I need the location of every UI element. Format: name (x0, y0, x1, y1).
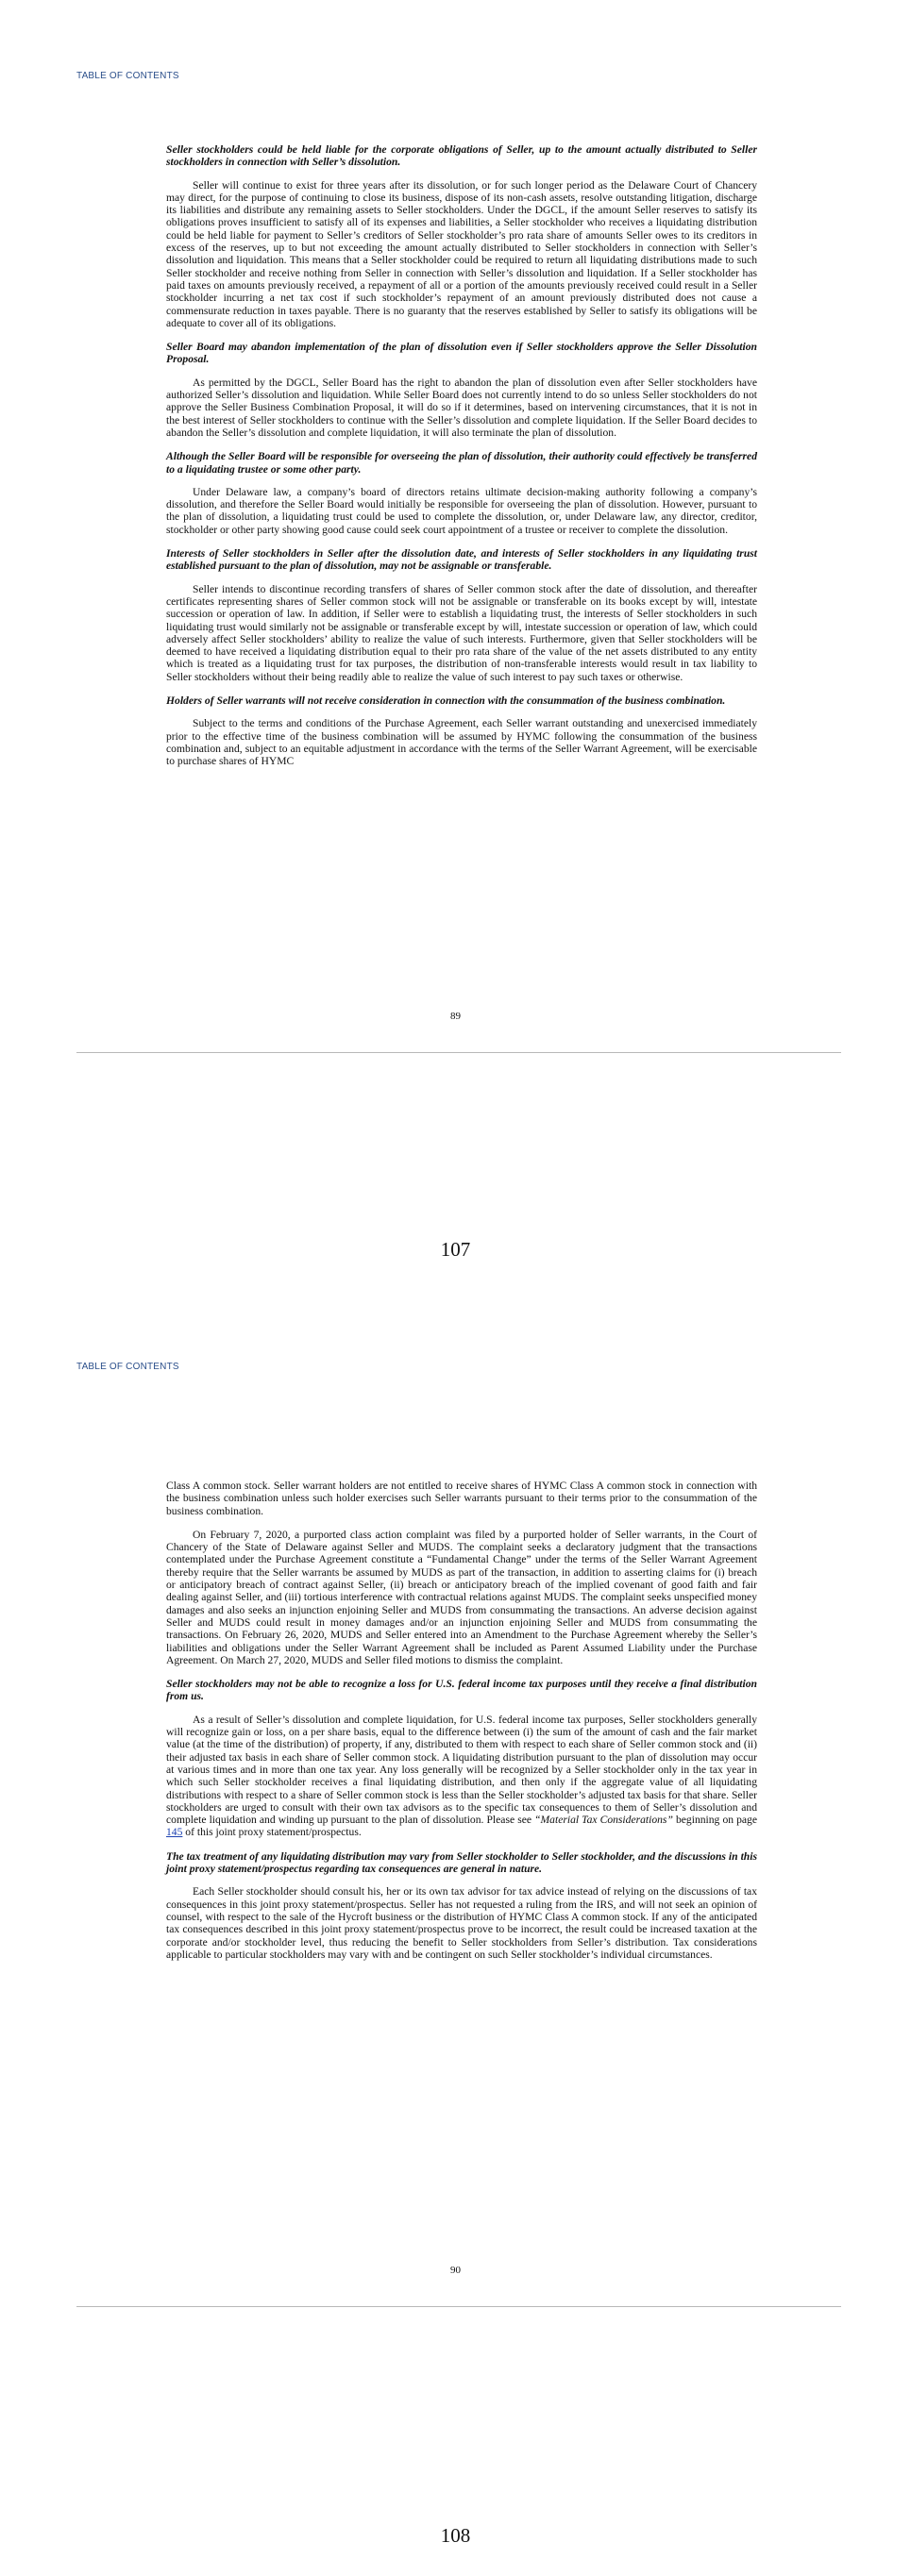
paragraph: Under Delaware law, a company’s board of directors retains ultimate decision-making authority following a company’s dissolution, and therefore the Seller Board would initially be responsible for overseeing the plan of dissolution. However, pursuant to the plan of dissolution, a liquidating trust could be used to complete the dissolution, or, under Delaware law, any director, creditor, stockholder or other party showing good cause could seek court appointment of a trustee or receiver to complete the dissolution. (166, 485, 757, 536)
risk-heading: The tax treatment of any liquidating distribution may vary from Seller stockholder to Seller stockholder, and the discussions in this joint proxy statement/prospectus regarding tax consequences are general in nature. (166, 1849, 757, 1876)
file-page-number: 107 (440, 1238, 471, 1261)
paragraph: Class A common stock. Seller warrant holders are not entitled to receive shares of HYMC Class A common stock in connection with the business combination unless such holder exercises such Seller warrants pursuant to their terms prior to the consummation of the business combination. (166, 1480, 757, 1517)
paragraph: Subject to the terms and conditions of the Purchase Agreement, each Seller warrant outstanding and unexercised immediately prior to the effective time of the business combination will be assumed by HYMC following the consummation of the business combination and, subject to an equitable adjustment in accordance with the terms of the Seller Warrant Agreement, will be exercisable to purchase shares of HYMC (166, 717, 757, 768)
table-of-contents-link[interactable]: TABLE OF CONTENTS (76, 71, 179, 81)
paragraph: Each Seller stockholder should consult his, her or its own tax advisor for tax advice instead of relying on the discussions of tax consequences in this joint proxy statement/prospectus. Seller has not requested a ruling from the IRS, and will not seek an opinion of counsel, with respect to the sale of the Hycroft business or the distribution of HYMC Class A common stock. If any of the anticipated tax consequences described in this joint proxy statement/prospectus prove to be incorrect, the result could be increased taxation at the corporate and/or stockholder level, thus reducing the benefit to Seller stockholders from Seller’s distribution. Tax considerations applicable to particular stockholders may vary with and be contingent on such Seller stockholder’s individual circumstances. (166, 1885, 757, 1961)
page-number: 90 (450, 2265, 461, 2276)
page-90-body (166, 1480, 757, 1972)
risk-heading: Seller stockholders could be held liable for the corporate obligations of Seller, up to the amount actually distributed to Seller stockholders in connection with Seller’s dissolution. (166, 143, 757, 169)
table-of-contents-link[interactable]: TABLE OF CONTENTS (76, 1362, 179, 1372)
risk-heading: Seller stockholders may not be able to recognize a loss for U.S. federal income tax purposes until they receive a final distribution from us. (166, 1678, 757, 1703)
page-divider (76, 2306, 841, 2307)
paragraph: As a result of Seller’s dissolution and complete liquidation, for U.S. federal income tax purposes, Seller stockholders generally will recognize gain or loss, on a per share basis, equal to the difference between (i) the sum of the amount of cash and the fair market value (at the time of the distribution) of property, if any, distributed to them with respect to each share of Seller common stock and (ii) their adjusted tax basis in each share of Seller common stock. A liquidating distribution pursuant to the plan of dissolution may occur at various times and in more than one tax year. Any loss generally will be recognized by a Seller stockholder only in the tax year in which such Seller stockholder receives a final liquidating distribution, and then only if the aggregate value of all liquidating distributions with respect to a share of Seller common stock is less than the Seller stockholder’s adjusted tax basis for that share. Seller stockholders are urged to consult with their own tax advisors as to the specific tax consequences to them of Seller’s dissolution and complete liquidation and winding up pursuant to the plan of dissolution. Please see “Material Tax Considerations” beginning on page 145 of this joint proxy statement/prospectus. (166, 1713, 758, 1839)
page-number: 89 (450, 1011, 461, 1022)
risk-heading: Although the Seller Board will be responsible for overseeing the plan of dissolution, their authority could effectively be transferred to a liquidating trustee or some other party. (166, 450, 757, 476)
page-145-link[interactable]: 145 (166, 1826, 183, 1839)
paragraph: On February 7, 2020, a purported class action complaint was filed by a purported holder of Seller warrants, in the Court of Chancery of the State of Delaware against Seller and MUDS. The complaint seeks a declaratory judgment that the transactions contemplated under the Purchase Agreement constitute a “Fundamental Change” under the terms of the Seller Warrant Agreement thereby require that the Seller warrants be assumed by MUDS as part of the transaction, in addition to asserting claims for (i) breach or anticipatory breach of contract against Seller, (ii) breach or anticipatory breach of the implied covenant of good faith and fair dealing against Seller, and (iii) tortious interference with contractual relations against MUDS. The complaint seeks unspecified money damages and also seeks an injunction enjoining Seller and MUDS from consummating the transactions. An adverse decision against Seller and MUDS could result in money damages and/or an injunction enjoining Seller and MUDS from consummating the transactions. On February 26, 2020, MUDS and Seller entered into an Amendment to the Purchase Agreement whereby the Seller’s liabilities and obligations under the Seller Warrant Agreement shall be included as Parent Assumed Liability under the Purchase Agreement. On March 27, 2020, MUDS and Seller filed motions to dismiss the complaint. (166, 1528, 757, 1666)
page-divider (76, 1052, 841, 1053)
risk-heading: Interests of Seller stockholders in Seller after the dissolution date, and interests of Seller stockholders in any liquidating trust established pursuant to the plan of dissolution, may not be assignable or transferable. (166, 547, 757, 573)
page-89-body (166, 143, 757, 778)
risk-heading: Seller Board may abandon implementation of the plan of dissolution even if Seller stockholders approve the Seller Dissolution Proposal. (166, 341, 757, 366)
paragraph: Seller will continue to exist for three years after its dissolution, or for such longer period as the Delaware Court of Chancery may direct, for the purpose of continuing to close its business, dispose of its non-cash assets, resolve outstanding litigation, discharge its liabilities and distribute any remaining assets to Seller stockholders. Under the DGCL, if the amount Seller reserves to satisfy its obligations proves insufficient to satisfy all of its expenses and liabilities, a Seller stockholder who receives a liquidating distribution could be held liable for payment to Seller’s creditors of Seller stockholder’s pro rata share of amounts Seller owes to its creditors in excess of the reserves, up to but not exceeding the amount actually distributed to Seller stockholders in connection with Seller’s dissolution and liquidation. This means that a Seller stockholder could be required to return all liquidating distributions made to such Seller stockholder and receive nothing from Seller in connection with Seller’s dissolution and liquidation. If a Seller stockholder has paid taxes on amounts previously received, a repayment of all or a portion of the amounts previously received could result in a Seller stockholder incurring a net tax cost if such stockholder’s repayment of an amount previously distributed does not cause a commensurate reduction in taxes payable. There is no guaranty that the reserves established by Seller to satisfy its obligations will be adequate to cover all of its obligations. (166, 178, 757, 329)
cross-reference: “Material Tax Considerations” (534, 1814, 673, 1827)
file-page-number: 108 (440, 2524, 471, 2547)
paragraph: As permitted by the DGCL, Seller Board has the right to abandon the plan of dissolution even after Seller stockholders have authorized Seller’s dissolution and liquidation. While Seller Board does not currently intend to do so unless Seller stockholders do not approve the Seller Business Combination Proposal, it will do so if it determines, based on intervening circumstances, that it is not in the best interest of Seller stockholders to continue with the Seller’s dissolution and complete liquidation. If the Seller Board decides to abandon the Seller’s dissolution and complete liquidation, it will also terminate the plan of dissolution. (166, 376, 757, 439)
paragraph: Seller intends to discontinue recording transfers of shares of Seller common stock after the date of dissolution, and thereafter certificates representing shares of Seller common stock will not be assignable or transferable on its books except by will, intestate succession or operation of law. In addition, if Seller were to establish a liquidating trust, the interests of Seller stockholders in such liquidating trust would similarly not be assignable or transferable except by will, intestate succession or operation of law, which could adversely affect Seller stockholders’ ability to realize the value of such interests. Furthermore, given that Seller stockholders will be deemed to have received a liquidating distribution equal to their pro rata share of the value of the net assets distributed to any entity which is treated as a liquidating trust for tax purposes, the distribution of non-transferable interests would result in tax liability to Seller stockholders without their being readily able to realize the value of such interest to pay such taxes or otherwise. (166, 582, 757, 683)
risk-heading: Holders of Seller warrants will not receive consideration in connection with the consummation of the business combination. (166, 694, 726, 707)
